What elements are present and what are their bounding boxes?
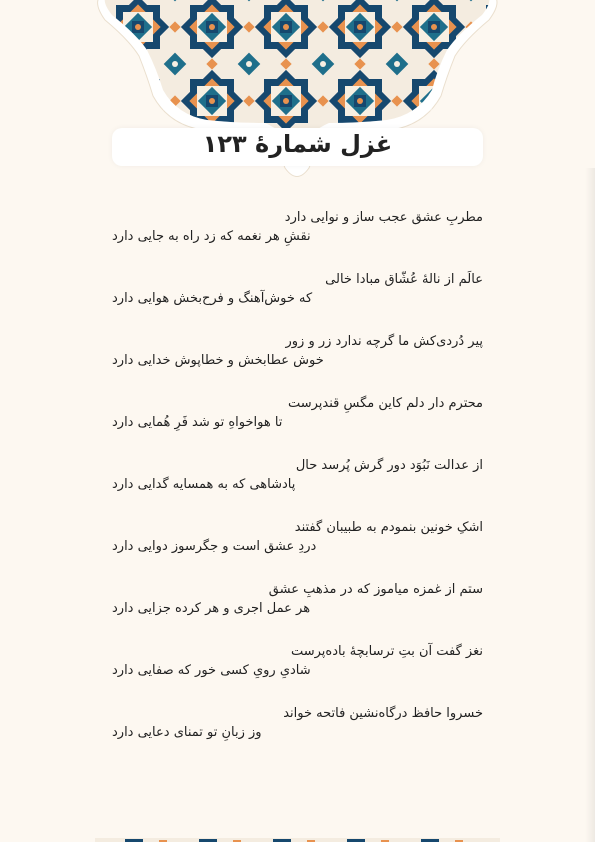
- hemistich-second: خوش عطابخش و خطاپوش خدایی دارد: [112, 353, 324, 368]
- hemistich-first: خسروا حافظ درگاه‌نشین فاتحه خواند: [283, 706, 483, 721]
- page-edge-shadow: [585, 168, 595, 842]
- hemistich-first: عالَم از نالهٔ عُشّاق مبادا خالی: [325, 272, 483, 287]
- hemistich-first: مطربِ عشق عجب ساز و نوایی دارد: [284, 210, 483, 225]
- hemistich-first: از عدالت نَبُوَد دور گرش پُرسد حال: [295, 458, 483, 473]
- couplet: [112, 702, 483, 764]
- hemistich-second: شادیِ رویِ کسی خور که صفایی دارد: [112, 663, 311, 678]
- couplet: [112, 454, 483, 516]
- hemistich-first: ستم از غمزه میاموز که در مذهبِ عشق: [268, 582, 483, 597]
- page-title: غزل شمارهٔ ۱۲۳: [202, 130, 393, 158]
- hemistich-first: محترم دار دلم کاین مگسِ قندپرست: [287, 396, 483, 411]
- couplet: [112, 392, 483, 454]
- hemistich-second: که خوش‌آهنگ و فرح‌بخش هوایی دارد: [112, 291, 313, 306]
- hemistich-first: اشکِ خونین بنمودم به طبیبان گفتند: [294, 520, 483, 535]
- hemistich-second: تا هواخواهِ تو شد فَرِ هُمایی دارد: [112, 415, 283, 430]
- couplet: [112, 578, 483, 640]
- hemistich-second: نقشِ هر نغمه که زد راه به جایی دارد: [112, 229, 311, 244]
- hemistich-first: نغز گفت آن بتِ ترسابچهٔ باده‌پرست: [290, 644, 483, 659]
- bottom-ornament-tile-pattern: [95, 834, 500, 842]
- hemistich-first: پیر دُردی‌کش ما گرچه ندارد زر و زور: [285, 334, 483, 349]
- hemistich-second: هر عمل اجری و هر کرده جزایی دارد: [112, 601, 311, 616]
- poem-body: [112, 206, 483, 764]
- couplet: [112, 268, 483, 330]
- couplet: [112, 206, 483, 268]
- couplet: [112, 516, 483, 578]
- hemistich-second: دردِ عشق است و جگرسوز دوایی دارد: [112, 539, 317, 554]
- hemistich-second: پادشاهی که به همسایه گدایی دارد: [112, 477, 296, 492]
- couplet: [112, 330, 483, 392]
- couplet: [112, 640, 483, 702]
- hemistich-second: وز زبانِ تو تمنای دعایی دارد: [112, 725, 262, 740]
